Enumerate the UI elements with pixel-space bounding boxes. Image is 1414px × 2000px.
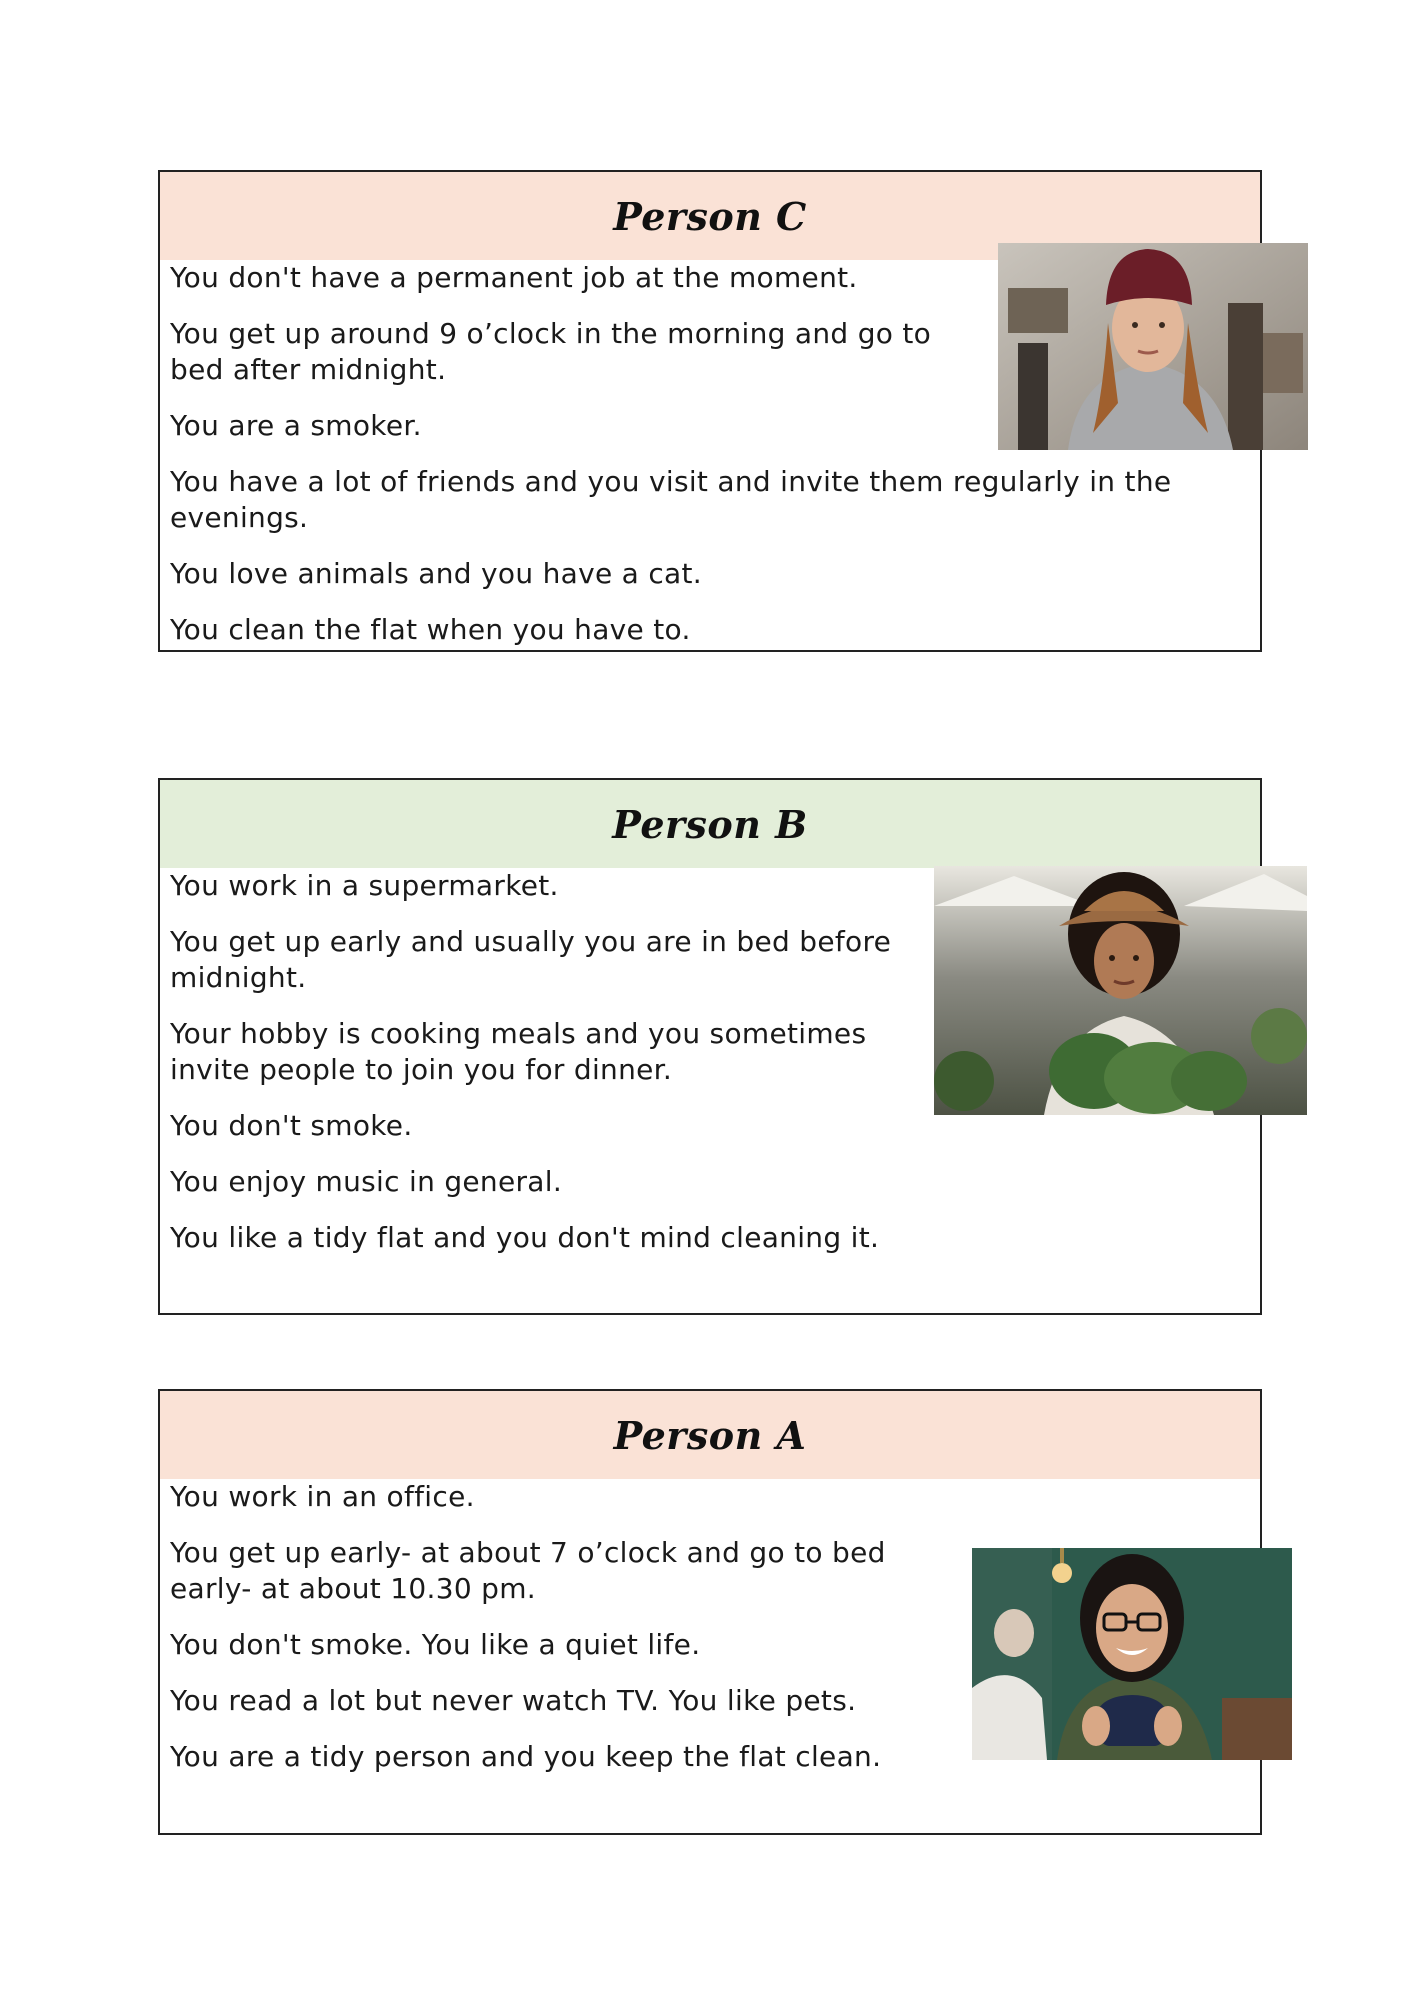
card-line: You love animals and you have a cat.	[170, 557, 702, 590]
card-line: You are a tidy person and you keep the flat clean.	[170, 1740, 882, 1773]
photo-person-a	[972, 1548, 1292, 1760]
card-line: You get up early- at about 7 o’clock and go to bed early- at about 10.30 pm.	[170, 1536, 886, 1605]
card-line: You work in a supermarket.	[170, 869, 559, 902]
card-line: You get up around 9 o’clock in the morning and go to bed after midnight.	[170, 317, 932, 386]
card-line: You like a tidy flat and you don't mind cleaning it.	[170, 1221, 880, 1254]
card-title: Person C	[613, 193, 807, 239]
card-line: You have a lot of friends and you visit and invite them regularly in the evenings.	[170, 465, 1172, 534]
photo-person-b	[934, 866, 1307, 1115]
card-title: Person A	[613, 1412, 807, 1458]
card-line: You work in an office.	[170, 1480, 475, 1513]
card-line: You don't smoke. You like a quiet life.	[170, 1628, 701, 1661]
card-line: You read a lot but never watch TV. You like pets.	[170, 1684, 857, 1717]
card-line: You get up early and usually you are in bed before midnight.	[170, 925, 892, 994]
card-header	[160, 780, 1260, 868]
card-line: You are a smoker.	[170, 409, 422, 442]
card-line: You clean the flat when you have to.	[170, 613, 691, 646]
card-line: You enjoy music in general.	[170, 1165, 563, 1198]
card-header	[160, 1391, 1260, 1479]
card-line: Your hobby is cooking meals and you sometimes invite people to join you for dinner.	[170, 1017, 867, 1086]
photo-person-c	[998, 243, 1308, 450]
card-line: You don't have a permanent job at the moment.	[170, 261, 858, 294]
card-line: You don't smoke.	[170, 1109, 413, 1142]
card-title: Person B	[612, 801, 808, 847]
